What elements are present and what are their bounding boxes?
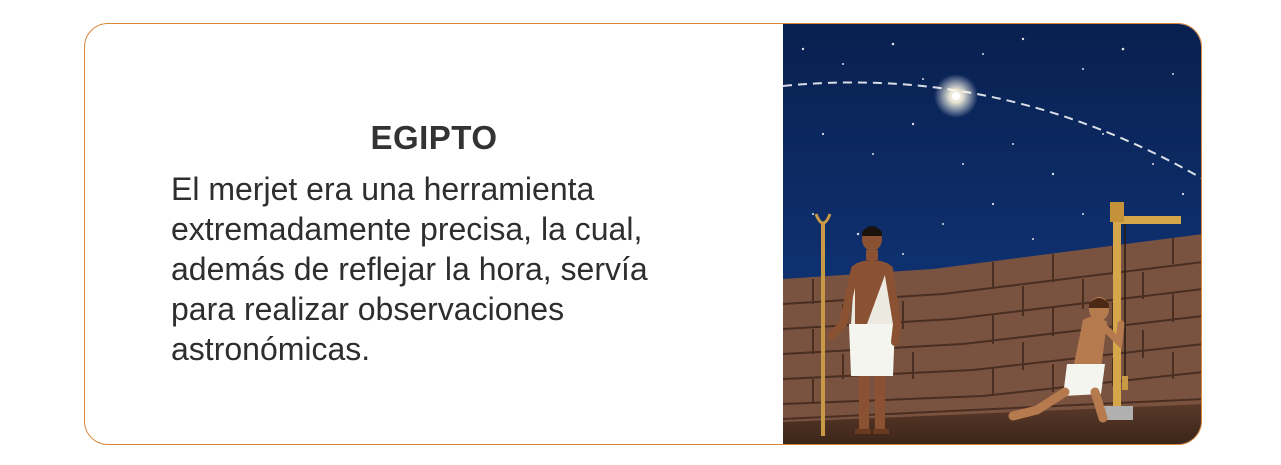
merjet-illustration (783, 24, 1202, 445)
body-line: El merjet era una herramienta (171, 171, 595, 207)
body-line: astronómicas. (171, 331, 371, 367)
card-title: EGIPTO (370, 119, 498, 156)
body-line: además de reflejar la hora, servía (171, 251, 648, 287)
card-body (171, 169, 731, 369)
body-line: para realizar observaciones (171, 291, 565, 327)
body-line: extremadamente precisa, la cual, (171, 211, 643, 247)
text-panel (85, 24, 783, 444)
info-card (84, 23, 1202, 445)
